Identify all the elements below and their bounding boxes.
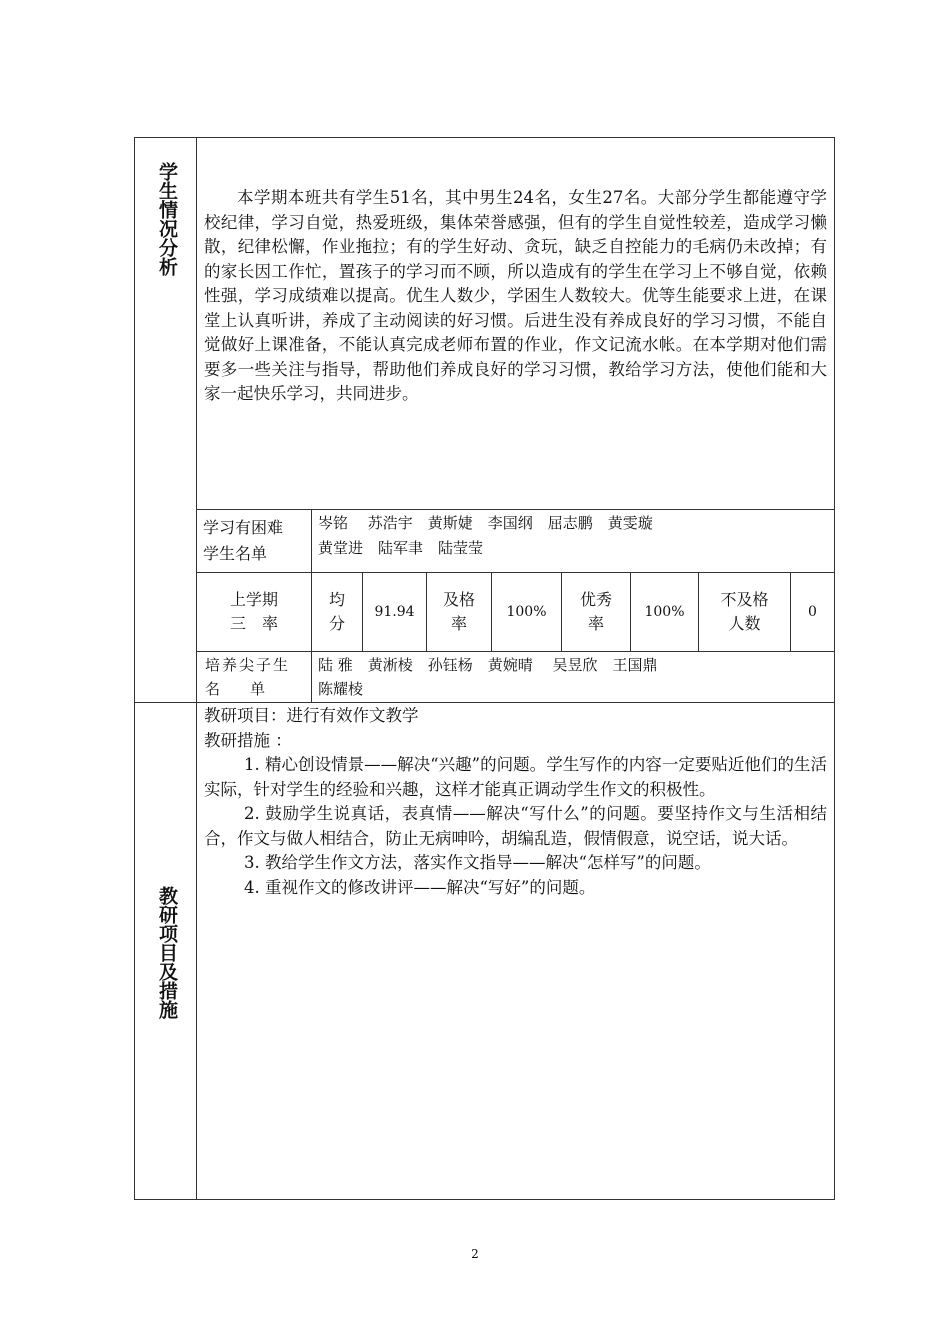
research-measures-title: 教研措施 ： xyxy=(204,730,292,750)
pass-rate-value: 100% xyxy=(506,604,547,620)
pass-rate-label-line2: 率 xyxy=(450,614,467,633)
label-column-divider xyxy=(196,137,197,1200)
research-content xyxy=(204,704,827,900)
measure-item-3: 3. 教给学生作文方法，落实作文指导——解决“怎样写”的问题。 xyxy=(244,853,711,872)
top-students-label xyxy=(205,653,309,701)
difficulty-names xyxy=(318,511,828,561)
research-project: 教研项目：进行有效作文教学 xyxy=(204,706,419,725)
section-divider xyxy=(134,702,835,703)
top-students-label-line1: 培养尖子生 xyxy=(205,656,291,674)
average-label-line1: 均 xyxy=(328,590,345,609)
difficulty-label-line2: 学生名单 xyxy=(203,544,268,563)
rates-label-line1: 上学期 xyxy=(229,590,278,609)
fail-count-value: 0 xyxy=(808,604,817,620)
fail-count-label-line1: 不及格 xyxy=(720,590,769,609)
average-value: 91.94 xyxy=(374,604,415,620)
excellent-rate-label-line1: 优秀 xyxy=(579,590,612,609)
pass-rate-label-line1: 及格 xyxy=(442,590,475,609)
top-students-names-line1: 陆 雅 黄淅棱 孙钰杨 黄婉晴 吴昱欣 王国鼎 xyxy=(318,656,658,674)
measure-item-4: 4. 重视作文的修改讲评——解决“写好”的问题。 xyxy=(244,877,596,897)
rates-label-line2: 三 率 xyxy=(229,614,278,633)
top-students-names xyxy=(318,653,828,701)
pass-rate-label xyxy=(427,573,491,651)
excellent-rate-value: 100% xyxy=(644,604,685,620)
average-label xyxy=(312,573,362,651)
measure-item-1: 1. 精心创设情景——解决“兴趣”的问题。学生写作的内容一定要贴近他们的生活实际，针对学生的经验和兴趣，这样才能真正调动学生作文的积极性。 xyxy=(204,755,827,799)
difficulty-label-line1: 学习有困难 xyxy=(203,518,284,537)
excellent-rate-label-line2: 率 xyxy=(587,614,604,633)
research-label: 教研项目及措施 xyxy=(156,885,178,1019)
average-label-line2: 分 xyxy=(328,614,345,633)
difficulty-label xyxy=(203,515,309,567)
fail-count-label xyxy=(699,573,790,651)
student-analysis-label: 学生情况分析 xyxy=(156,162,178,276)
top-students-label-line2: 名 单 xyxy=(205,680,266,698)
top-students-names-line2: 陈耀棱 xyxy=(318,680,364,698)
student-analysis-text xyxy=(204,186,827,407)
page-number: 2 xyxy=(471,1247,479,1261)
excellent-rate-label xyxy=(562,573,630,651)
difficulty-names-line1: 岑铭 苏浩宇 黄斯婕 李国纲 屈志鹏 黄雯璇 xyxy=(318,514,653,532)
row-line-top xyxy=(196,651,835,652)
measure-item-2: 2. 鼓励学生说真话，表真情——解决“写什么”的问题。要坚持作文与生活相结合，作文与做人相结合，防止无病呻吟，胡编乱造，假情假意，说空话，说大话。 xyxy=(204,804,827,848)
rates-label xyxy=(197,573,311,651)
difficulty-names-line2: 黄堂进 陆军聿 陆莹莹 xyxy=(318,539,484,557)
row-line-difficulty xyxy=(196,509,835,510)
analysis-paragraph: 本学期本班共有学生51名，其中男生24名，女生27名。大部分学生都能遵守学校纪律，学习自觉，热爱班级，集体荣誉感强，但有的学生自觉性较差，造成学习懒散，纪律松懈，作业拖拉；有的学生好动、贪玩，缺乏自控能力的毛病仍未改掉；有的家长因工作忙，置孩子的学习而不顾，所以造成有的学生在学习上不够自觉，依赖性强，学习成绩难以提高。优生人数少，学困生人数较大。优等生能要求上进，在课堂上认真听讲，养成了主动阅读的好习惯。后进生没有养成良好的学习习惯，不能自觉做好上课准备，不能认真完成老师布置的作业，作文记流水帐。在本学期对他们需要多一些关注与指导，帮助他们养成良好的学习习惯，教给学习方法，使他们能和大家一起快乐学习，共同进步。 xyxy=(204,188,827,403)
fail-count-label-line2: 人数 xyxy=(728,614,761,633)
